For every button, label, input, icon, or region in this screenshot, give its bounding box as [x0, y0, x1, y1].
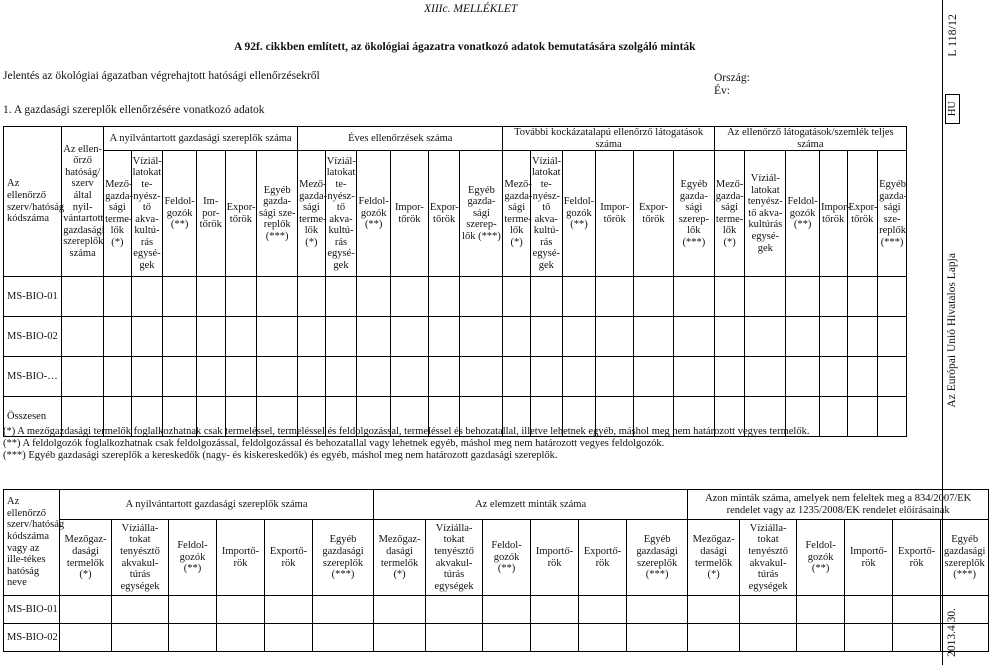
group-noncompliant: Azon minták száma, amelyek nem feleltek meg a 834/2007/EK rendelet vagy az 1235/2008/EK rendelet előírásainak: [688, 490, 989, 520]
subcol-header: Importő-rök: [217, 520, 265, 596]
page-ref: L 118/12: [944, 13, 959, 57]
subcol-header: Mező-gazda-sági terme-lők (*): [714, 151, 745, 277]
row-label: MS-BIO-02: [4, 624, 60, 652]
subcol-header: Exportő-rök: [893, 520, 941, 596]
subcol-header: Egyéb gazdasági szereplők (***): [941, 520, 989, 596]
table-row: [4, 357, 907, 397]
language-badge: HU: [945, 94, 960, 124]
subtitle: A 92f. cikkben említett, az ökológiai ágazatra vonatkozó adatok bemutatására szolgáló minták: [234, 41, 696, 53]
subcol-header: Egyéb gazdasági szereplők (***): [313, 520, 374, 596]
footnote: (**) A feldolgozók foglalkozhatnak csak feldolgozással, feldolgozással és behozatallal vagy lehetnek egyéb, máshol meg nem határozott vegyes feldolgozók.: [3, 438, 665, 449]
group-risk-based: További kockázatalapú ellenőrző látogatások száma: [503, 127, 714, 151]
table-row: [4, 624, 989, 652]
header-authority-code: Az ellenőrző szerv/hatóság kódszáma vagy az ille-tékes hatóság neve: [4, 490, 60, 596]
subcol-header: Feldol-gozók (**): [786, 151, 820, 277]
subcol-header: Egyéb gazda-sági sze-replők (***): [257, 151, 298, 277]
subcol-header: Egyéb gazdasági szereplők (***): [627, 520, 688, 596]
row-label: Összesen: [4, 397, 62, 437]
subcol-header: Egyéb gazda-sági szerep-lők (***): [673, 151, 714, 277]
subcol-header: Impor-tőrök: [596, 151, 634, 277]
group-samples: Az elemzett minták száma: [374, 490, 688, 520]
subcol-header: Exportő-rök: [579, 520, 627, 596]
subcol-header: Mezőgaz-dasági termelők (*): [688, 520, 740, 596]
subcol-header: Feldol-gozók (**): [163, 151, 197, 277]
group-total-visits: Az ellenőrző látogatások/szemlék teljes száma: [714, 127, 906, 151]
country-label: Ország:: [714, 72, 750, 84]
subcol-header: Expor-tőrök: [847, 151, 878, 277]
subcol-header: Víziál-latokat te-nyész-tő akva-kultú-rás egysé-gek: [530, 151, 562, 277]
subcol-header: Expor-tőrök: [428, 151, 460, 277]
subcol-header: Víziálla-tokat tenyésztő akvakul-túrás egységek: [740, 520, 797, 596]
row-label: MS-BIO-01: [4, 596, 60, 624]
group-registered: A nyilvántartott gazdasági szereplők száma: [104, 127, 298, 151]
samples-table: [3, 489, 989, 652]
subcol-header: Víziál-latokat te-nyész-tő akva-kultú-rás egysé-gek: [325, 151, 357, 277]
annex-label: XIIIc. MELLÉKLET: [424, 3, 518, 15]
subcol-header: Importő-rök: [531, 520, 579, 596]
subcol-header: Importő-rök: [845, 520, 893, 596]
subcol-header: Feldol-gozók (**): [169, 520, 217, 596]
table-row: [4, 317, 907, 357]
subcol-header: Mező-gazda-sági terme-lők (*): [104, 151, 132, 277]
subcol-header: Víziálla-tokat tenyésztő akvakul-túrás egységek: [426, 520, 483, 596]
subcol-header: Feldol-gozók (**): [797, 520, 845, 596]
subcol-header: Víziál-latokat tenyész-tő akva-kultúrás egysé-gek: [745, 151, 786, 277]
row-label: MS-BIO-01: [4, 277, 62, 317]
subcol-header: Mezőgaz-dasági termelők (*): [374, 520, 426, 596]
report-title: Jelentés az ökológiai ágazatban végrehajtott hatósági ellenőrzésekről: [3, 70, 320, 82]
subcol-header: Impor-tőrök: [391, 151, 429, 277]
group-annual: Éves ellenőrzések száma: [298, 127, 503, 151]
year-label: Év:: [714, 85, 730, 97]
inspection-table: [3, 126, 907, 437]
subcol-header: Exportő-rök: [265, 520, 313, 596]
journal-name: Az Európai Unió Hivatalos Lapja: [945, 252, 958, 408]
subcol-header: Feldol-gozók (**): [357, 151, 391, 277]
section-title: 1. A gazdasági szereplők ellenőrzésére vonatkozó adatok: [3, 104, 265, 116]
subcol-header: Expor-tőrök: [634, 151, 674, 277]
row-label: MS-BIO-…: [4, 357, 62, 397]
subcol-header: Egyéb gazda-sági sze-replők (***): [878, 151, 907, 277]
table-row: [4, 277, 907, 317]
subcol-header: Egyéb gazda-sági szerep-lők (***): [460, 151, 503, 277]
header-authority-code: Az ellenőrző szerv/hatóság kódszáma: [4, 127, 62, 277]
subcol-header: Im-por-tőrök: [196, 151, 225, 277]
footnotes: [3, 426, 933, 462]
subcol-header: Expor-tőrök: [225, 151, 257, 277]
row-label: MS-BIO-02: [4, 317, 62, 357]
subcol-header: Mező-gazda-sági terme-lők (*): [298, 151, 326, 277]
group-registered: A nyilvántartott gazdasági szereplők száma: [60, 490, 374, 520]
table-row: [4, 596, 989, 624]
subcol-header: Víziál-latokat te-nyész-tő akva-kultú-rás egysé-gek: [131, 151, 163, 277]
footnote: (*) A mezőgazdasági termelők foglalkozhatnak csak termeléssel, termeléssel és feldolgozással, termeléssel és behozatallal, illetve lehetnek egyéb, máshol meg nem határozott vegyes termelők.: [3, 426, 810, 437]
subcol-header: Víziálla-tokat tenyésztő akvakul-túrás egységek: [112, 520, 169, 596]
publication-date: 2013.4.30.: [945, 607, 958, 657]
subcol-header: Feldol-gozók (**): [483, 520, 531, 596]
subcol-header: Feldol-gozók (**): [562, 151, 596, 277]
footnote: (***) Egyéb gazdasági szereplők a kereskedők (nagy- és kiskereskedők) és egyéb, máshol meg nem határozott gazdasági szereplők.: [3, 450, 558, 461]
header-registered-count: Az ellen-őrző hatóság/ szerv által nyil-vántartott gazdasági szereplők száma: [62, 127, 104, 277]
subcol-header: Impor-tőrök: [819, 151, 847, 277]
subcol-header: Mező-gazda-sági terme-lők (*): [503, 151, 531, 277]
subcol-header: Mezőgaz-dasági termelők (*): [60, 520, 112, 596]
